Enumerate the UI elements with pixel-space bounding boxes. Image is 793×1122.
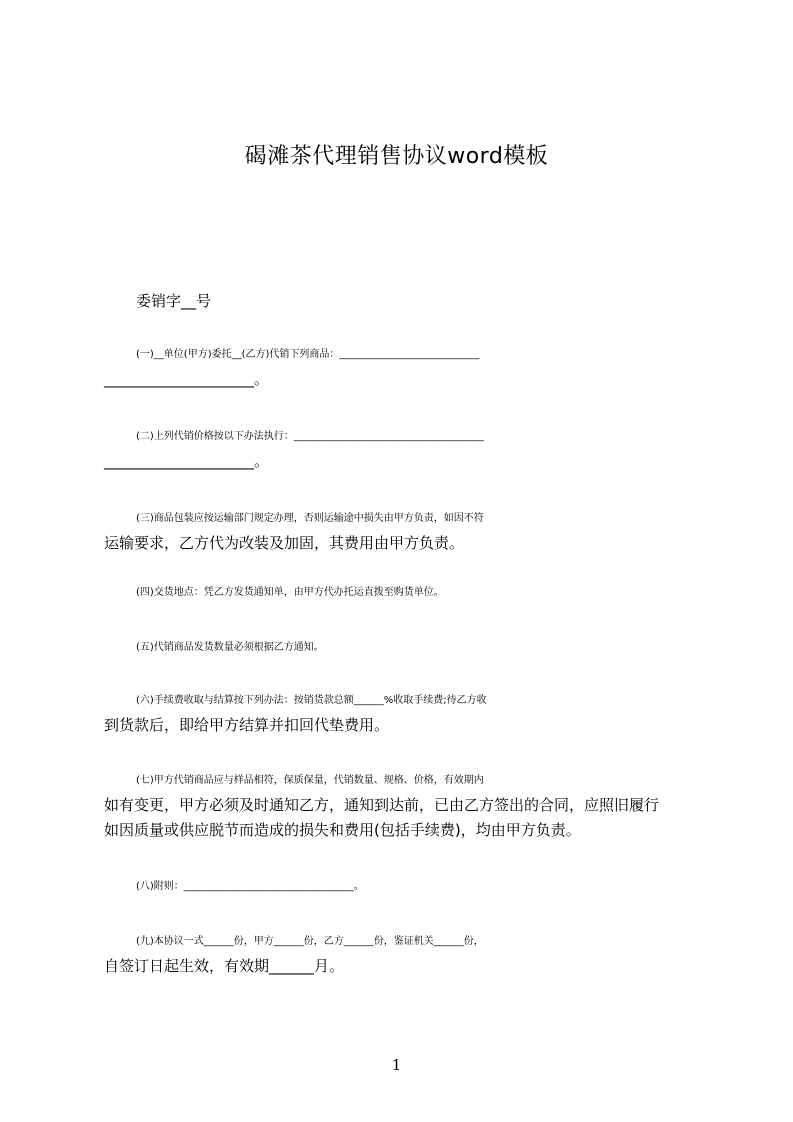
clause-3-line-1: (三)商品包装应按运输部门规定办理，否则运输途中损失由甲方负责，如因不符	[136, 513, 484, 524]
clause-1-line-2: ____________________。	[104, 370, 270, 388]
clause-4	[104, 580, 704, 605]
clause-7-line-1: (七)甲方代销商品应与样品相符，保质保量，代销数量、规格、价格，有效期内	[136, 775, 484, 786]
clause-6	[104, 688, 704, 738]
reference-number-text: 委销字__号	[136, 292, 212, 310]
clause-2-line-1: (二)上列代销价格按以下办法执行：______________________________________	[136, 431, 484, 442]
clause-2-line-2: ____________________。	[104, 452, 270, 470]
page-number: 1	[391, 1056, 402, 1074]
clause-3-line-2: 运输要求，乙方代为改装及加固，其费用由甲方负责。	[104, 534, 465, 552]
document-title: 碣滩茶代理销售协议word模板	[244, 144, 549, 169]
clause-7	[104, 768, 704, 843]
clause-6-line-1: (六)手续费收取与结算按下列办法：按销货款总额______%收取手续费;待乙方收	[136, 695, 487, 706]
clause-5-line-1: (五)代销商品发货数量必须根据乙方通知。	[136, 642, 324, 653]
clause-1-line-1: (一)__单位(甲方)委托__(乙方)代销下列商品：____________________________	[136, 349, 480, 360]
clause-8-line-1: (八)附则：__________________________________。	[136, 881, 364, 892]
clause-9-line-1: (九)本协议一式______份，甲方______份，乙方______份，鉴证机关______份，	[136, 936, 484, 947]
clause-2	[104, 424, 704, 474]
clause-4-line-1: (四)交货地点：凭乙方发货通知单，由甲方代办托运直拨至购货单位。	[136, 587, 444, 598]
clause-9	[104, 929, 704, 979]
clause-9-line-2: 自签订日起生效，有效期______月。	[104, 957, 345, 975]
clause-1	[104, 342, 704, 392]
clause-8	[104, 874, 704, 899]
clause-3	[104, 506, 704, 556]
reference-number-line	[104, 289, 736, 314]
clause-7-line-2: 如有变更，甲方必须及时通知乙方，通知到达前，已由乙方签出的合同，应照旧履行	[104, 796, 660, 814]
clause-7-line-3: 如因质量或供应脱节而造成的损失和费用(包括手续费)，均由甲方负责。	[104, 821, 581, 839]
clause-5	[104, 635, 704, 660]
clause-6-line-2: 到货款后，即给甲方结算并扣回代垫费用。	[104, 716, 390, 734]
